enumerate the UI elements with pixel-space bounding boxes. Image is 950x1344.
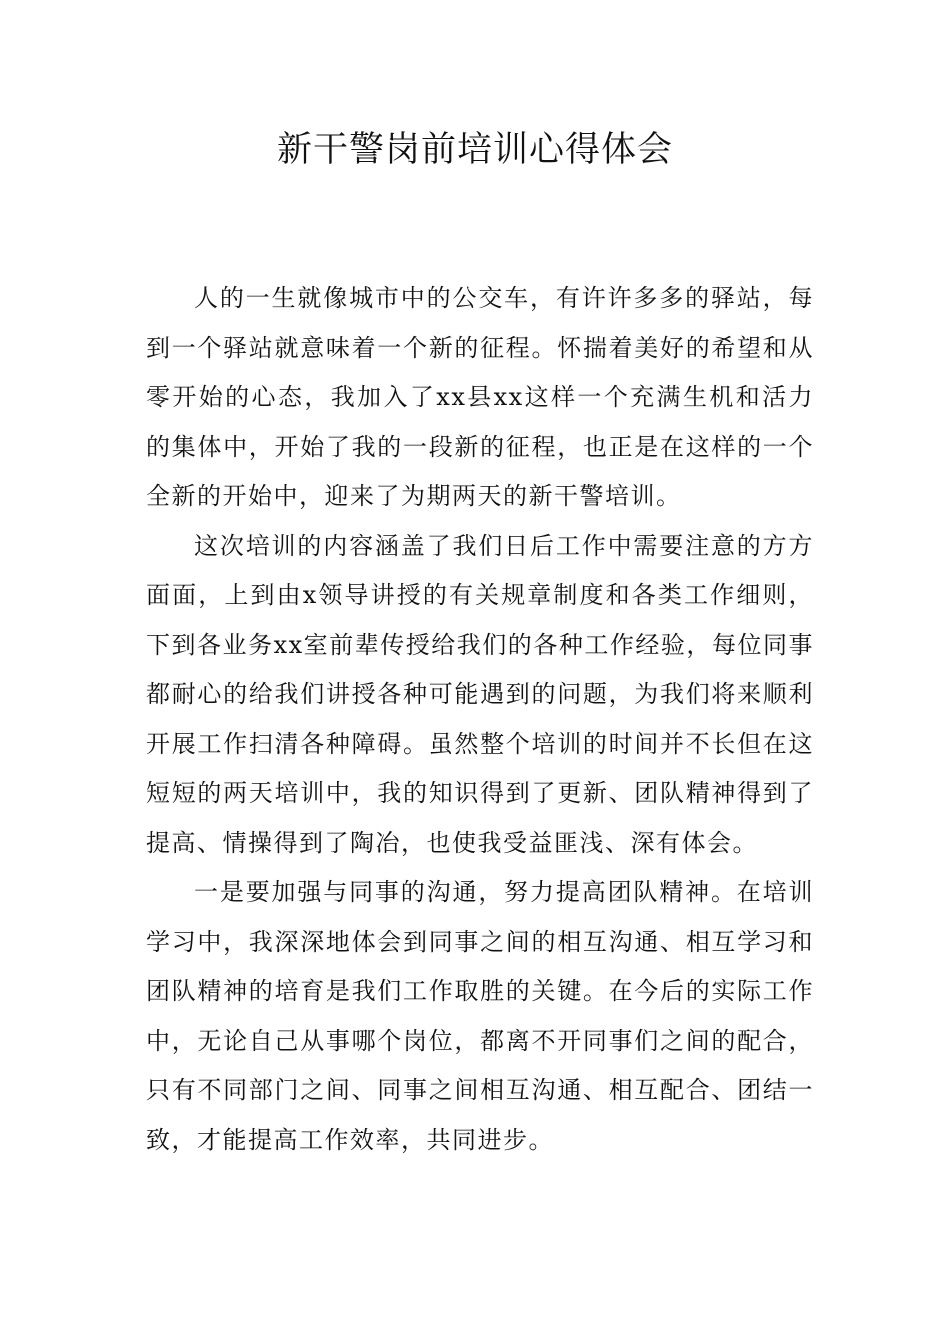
document-title: 新干警岗前培训心得体会 bbox=[276, 130, 673, 170]
document-body bbox=[146, 274, 814, 1165]
paragraph-1: 人的一生就像城市中的公交车，有许许多多的驿站，每到一个驿站就意味着一个新的征程。怀揣着美好的希望和从零开始的心态，我加入了xx县xx这样一个充满生机和活力的集体中，开始了我的一段新的征程，也正是在这样的一个全新的开始中，迎来了为期两天的新干警培训。 bbox=[146, 284, 814, 510]
paragraph-2: 这次培训的内容涵盖了我们日后工作中需要注意的方方面面，上到由x领导讲授的有关规章制度和各类工作细则，下到各业务xx室前辈传授给我们的各种工作经验，每位同事都耐心的给我们讲授各种可能遇到的问题，为我们将来顺利开展工作扫清各种障碍。虽然整个培训的时间并不长但在这短短的两天培训中，我的知识得到了更新、团队精神得到了提高、情操得到了陶冶，也使我受益匪浅、深有体会。 bbox=[146, 531, 814, 857]
paragraph-3: 一是要加强与同事的沟通，努力提高团队精神。在培训学习中，我深深地体会到同事之间的相互沟通、相互学习和团队精神的培育是我们工作取胜的关键。在今后的实际工作中，无论自己从事哪个岗位，都离不开同事们之间的配合，只有不同部门之间、同事之间相互沟通、相互配合、团结一致，才能提高工作效率，共同进步。 bbox=[146, 878, 814, 1154]
